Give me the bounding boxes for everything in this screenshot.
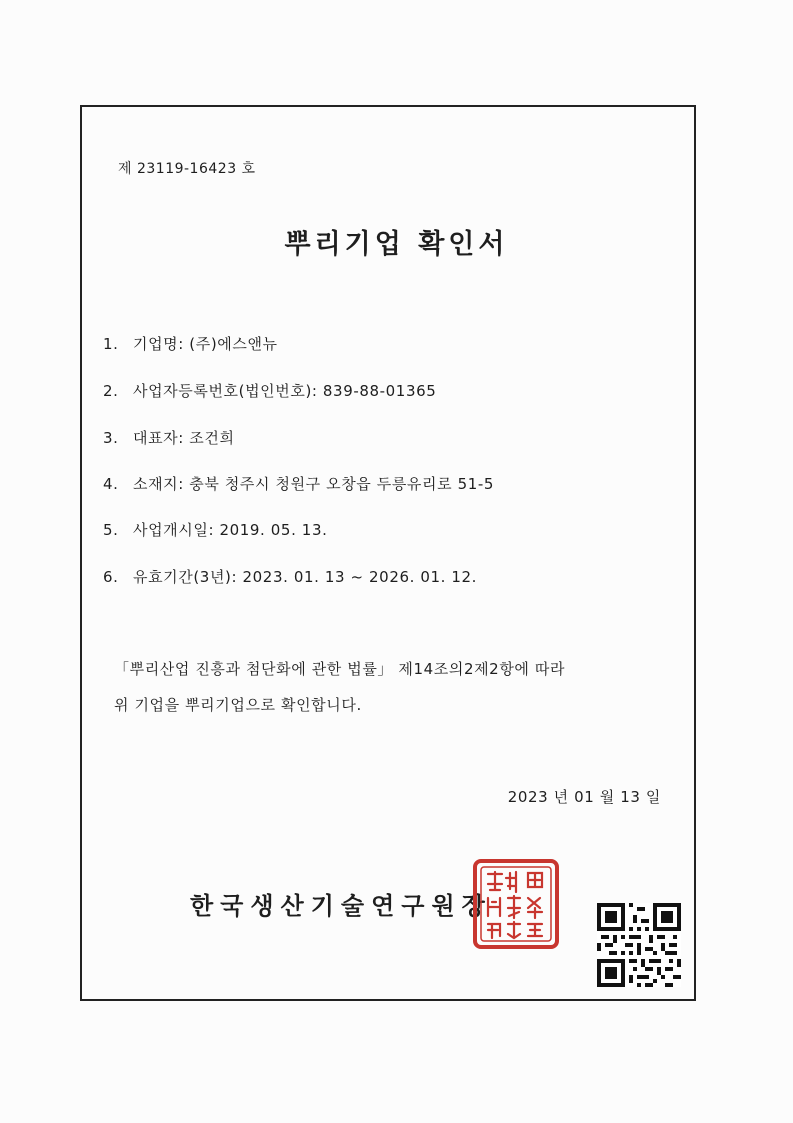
- item-text: 사업개시일: 2019. 05. 13.: [133, 521, 328, 539]
- item-company-name: [103, 333, 278, 354]
- item-number: 5.: [103, 521, 119, 539]
- item-number: 6.: [103, 568, 119, 586]
- item-address: [103, 473, 494, 494]
- item-validity-period: [103, 566, 477, 587]
- statement-line-1: 「뿌리산업 진흥과 첨단화에 관한 법률」 제14조의2제2항에 따라: [114, 660, 566, 678]
- item-text: 소재지: 충북 청주시 청원구 오창읍 두릉유리로 51-5: [133, 475, 495, 493]
- issue-date: 2023 년 01 월 13 일: [507, 788, 661, 806]
- item-number: 2.: [103, 382, 119, 400]
- item-registration-number: [103, 380, 436, 401]
- item-text: 대표자: 조건희: [133, 429, 235, 447]
- item-representative: [103, 427, 235, 448]
- item-text: 사업자등록번호(법인번호): 839-88-01365: [133, 382, 437, 400]
- item-text: 기업명: (주)에스앤뉴: [133, 335, 278, 353]
- item-text: 유효기간(3년): 2023. 01. 13 ~ 2026. 01. 12.: [133, 568, 478, 586]
- item-business-start-date: [103, 519, 327, 540]
- document-number: 제 23119-16423 호: [118, 161, 256, 177]
- item-number: 4.: [103, 475, 119, 493]
- issuer-name: 한국생산기술연구원장: [190, 892, 492, 920]
- document-title: 뿌리기업 확인서: [284, 229, 509, 260]
- statement-line-2: 위 기업을 뿌리기업으로 확인합니다.: [114, 696, 362, 714]
- qr-code-icon: [597, 903, 681, 987]
- item-number: 3.: [103, 429, 119, 447]
- item-number: 1.: [103, 335, 119, 353]
- official-seal-icon: [472, 858, 560, 950]
